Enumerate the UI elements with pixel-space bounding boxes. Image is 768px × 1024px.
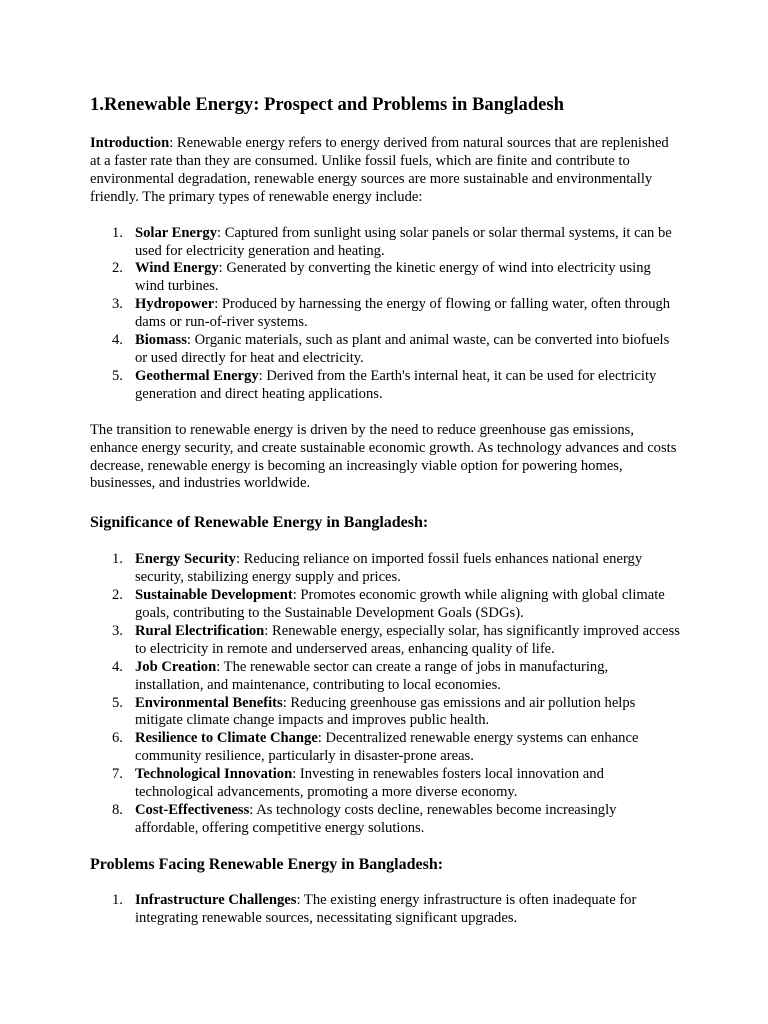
list-number: 2. — [112, 260, 123, 277]
list-item — [90, 332, 680, 368]
list-term: Environmental Benefits — [135, 694, 283, 711]
list-term: Cost-Effectiveness — [135, 802, 250, 818]
list-item — [90, 730, 680, 766]
intro-label: Introduction — [90, 135, 170, 151]
list-number: 3. — [112, 296, 123, 313]
transition-paragraph: The transition to renewable energy is driven by the need to reduce greenhouse gas emissions, enhance energy security, and create sustainable economic growth. As technology advances and costs decrease, renewable energy is becoming an increasingly viable option for powering homes, businesses, and industries worldwide. — [90, 421, 677, 492]
list-term: Energy Security — [135, 551, 236, 568]
problems-list — [90, 892, 680, 928]
document-title: 1.Renewable Energy: Prospect and Problems in Bangladesh — [90, 94, 564, 115]
list-term: Biomass — [135, 332, 187, 349]
list-desc: : Generated by converting the kinetic energy of wind into electricity using wind turbines. — [135, 260, 651, 295]
list-desc: : The existing energy infrastructure is often inadequate for integrating renewable sources, necessitating significant upgrades. — [135, 891, 637, 926]
list-number: 5. — [112, 367, 123, 384]
list-desc: : Decentralized renewable energy systems can enhance community resilience, particularly in disaster-prone areas. — [135, 730, 639, 765]
list-term: Technological Innovation — [135, 766, 293, 783]
list-item — [90, 623, 680, 659]
list-desc: : Investing in renewables fosters local innovation and technological advancements, promoting a more diverse economy. — [135, 766, 604, 801]
list-item — [90, 892, 680, 928]
list-item — [90, 551, 680, 587]
list-number: 6. — [112, 730, 123, 747]
list-number: 1. — [112, 551, 123, 568]
list-number: 3. — [112, 622, 123, 639]
list-term: Solar Energy — [135, 224, 218, 241]
list-desc: : Derived from the Earth's internal heat, it can be used for electricity generation and direct heating applications. — [135, 367, 657, 402]
list-term: Resilience to Climate Change — [135, 730, 318, 747]
list-item — [90, 766, 680, 802]
list-desc: : Promotes economic growth while aligning with global climate goals, contributing to the Sustainable Development Goals (SDGs). — [135, 587, 665, 622]
list-desc: : The renewable sector can create a range of jobs in manufacturing, installation, and maintenance, contributing to local economies. — [135, 658, 609, 693]
list-desc: : Reducing reliance on imported fossil fuels enhances national energy security, stabilizing energy supply and prices. — [135, 551, 643, 586]
list-number: 4. — [112, 658, 123, 675]
list-term: Infrastructure Challenges — [135, 891, 297, 908]
list-item — [90, 802, 680, 838]
list-desc: : Captured from sunlight using solar panels or solar thermal systems, it can be used for electricity generation and heating. — [135, 224, 672, 259]
list-item — [90, 368, 680, 404]
list-number: 4. — [112, 332, 123, 349]
list-number: 2. — [112, 587, 123, 604]
energy-types-list — [90, 225, 680, 404]
list-term: Rural Electrification — [135, 622, 265, 639]
significance-list — [90, 551, 680, 838]
list-item — [90, 695, 680, 731]
list-item — [90, 260, 680, 296]
list-desc: : Organic materials, such as plant and animal waste, can be converted into biofuels or used directly for heat and electricity. — [135, 332, 670, 366]
list-item — [90, 225, 680, 261]
intro-paragraph — [90, 135, 680, 207]
significance-heading: Significance of Renewable Energy in Bangladesh: — [90, 514, 429, 532]
intro-text: : Renewable energy refers to energy derived from natural sources that are replenished at a faster rate than they are consumed. Unlike fossil fuels, which are finite and contribute to environmental degradation, renewable energy sources are more sustainable and environmentally friendly. The primary types of renewable energy include: — [90, 135, 669, 205]
problems-heading: Problems Facing Renewable Energy in Bangladesh: — [90, 855, 444, 873]
list-term: Wind Energy — [135, 260, 219, 277]
list-number: 7. — [112, 766, 123, 783]
list-number: 5. — [112, 694, 123, 711]
list-number: 1. — [112, 891, 123, 908]
list-item — [90, 659, 680, 695]
list-number: 1. — [112, 224, 123, 241]
list-term: Job Creation — [135, 658, 217, 675]
list-term: Geothermal Energy — [135, 367, 259, 384]
list-term: Sustainable Development — [135, 587, 293, 604]
list-desc: : Reducing greenhouse gas emissions and air pollution helps mitigate climate change impacts and improves public health. — [135, 694, 636, 729]
list-desc: : As technology costs decline, renewables become increasingly affordable, offering competitive energy solutions. — [135, 802, 617, 836]
list-desc: : Produced by harnessing the energy of flowing or falling water, often through dams or run-of-river systems. — [135, 296, 671, 331]
list-item — [90, 587, 680, 623]
list-item — [90, 296, 680, 332]
list-desc: : Renewable energy, especially solar, has significantly improved access to electricity in remote and underserved areas, enhancing quality of life. — [135, 622, 680, 657]
list-number: 8. — [112, 802, 123, 818]
list-term: Hydropower — [135, 296, 215, 313]
document-page — [90, 94, 680, 928]
